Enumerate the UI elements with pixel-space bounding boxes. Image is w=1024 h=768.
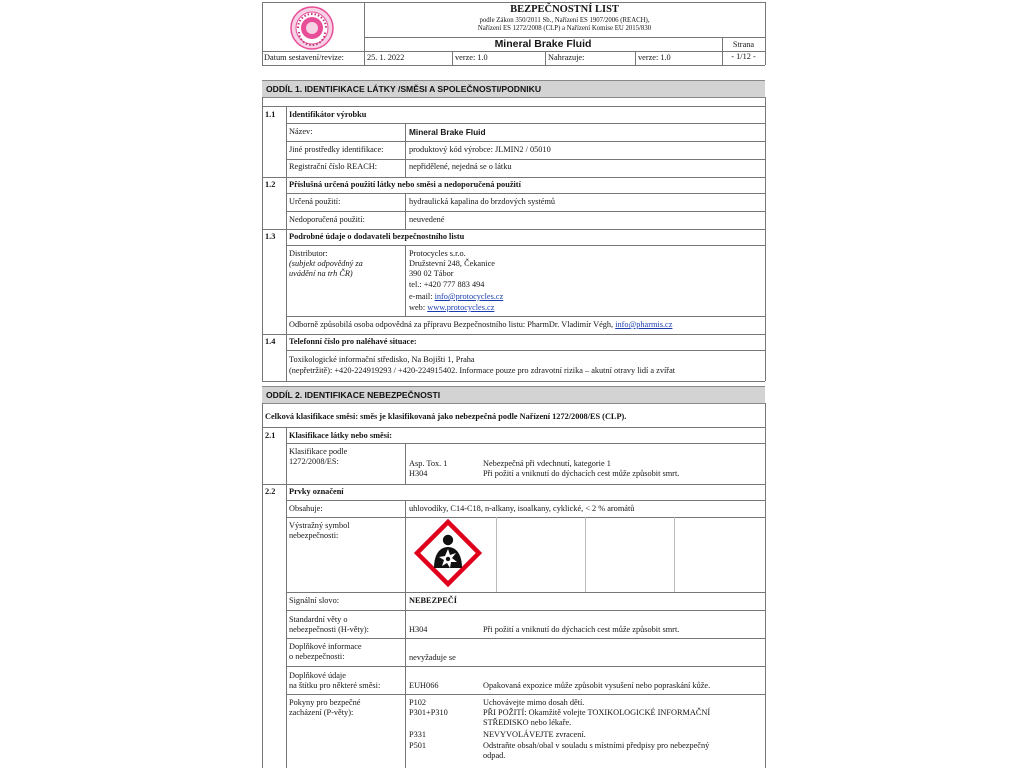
contains-label: Obsahuje: xyxy=(289,504,323,513)
p-statement-text: PŘI POŽITÍ: Okamžitě volejte TOXIKOLOGICKÉ INFORMAČNÍ xyxy=(483,708,711,717)
page-label: Strana xyxy=(732,40,755,49)
date-value: 25. 1. 2022 xyxy=(367,53,405,62)
subsection-title: Klasifikace látky nebo směsi: xyxy=(289,431,393,440)
euh-code: EUH066 xyxy=(409,681,439,690)
p-statement-code: P501 xyxy=(409,741,427,750)
subsection-title: Příslušná určená použití látky nebo směsi a nedoporučená použití xyxy=(289,180,521,189)
classification-label-2: 1272/2008/ES: xyxy=(289,457,339,466)
section-1-title: ODDÍL 1. IDENTIFIKACE LÁTKY /SMĚSI A SPOLEČNOSTI/PODNIKU xyxy=(266,84,542,94)
document-title: BEZPEČNOSTNÍ LIST xyxy=(510,4,619,15)
subsection-title: Podrobné údaje o dodavateli bezpečnostního listu xyxy=(289,232,465,241)
additional-info-label-1: Doplňkové informace xyxy=(289,642,362,651)
h-statements-label-1: Standardní věty o xyxy=(289,615,348,624)
replaces-version: verze: 1.0 xyxy=(638,53,671,62)
h-statement-code: H304 xyxy=(409,625,428,634)
email-row xyxy=(409,292,503,302)
emergency-line-2: (nepřetržitě): +420-224919293 / +420-224915402. Informace pouze pro zdravotní rizika – akutní otravy lidí a zvířat xyxy=(289,366,676,375)
expert-email-link[interactable]: info@pharmis.cz xyxy=(615,320,673,329)
symbol-label-2: nebezpečnosti: xyxy=(289,531,339,540)
web-label: web: xyxy=(409,303,426,312)
reach-value: nepřidělené, nejedná se o látku xyxy=(409,162,512,171)
subsection-number: 1.2 xyxy=(265,180,276,189)
classification-label-1: Klasifikace podle xyxy=(289,447,348,456)
signal-word-value: NEBEZPEČÍ xyxy=(409,596,457,605)
page-number: - 1/12 - xyxy=(731,52,756,61)
section-1-header xyxy=(262,80,765,98)
label-info-label-2: na štítku pro některé směsi: xyxy=(289,681,381,690)
subsection-number: 2.2 xyxy=(265,487,276,496)
other-id-label: Jiné prostředky identifikace: xyxy=(289,145,384,154)
reach-label: Registrační číslo REACH: xyxy=(289,162,378,171)
p-statement-text: Uchovávejte mimo dosah dětí. xyxy=(483,698,585,707)
p-statement-text-cont: STŘEDISKO nebo lékaře. xyxy=(483,718,572,727)
email-label: e-mail: xyxy=(409,292,433,301)
use-value: hydraulická kapalina do brzdových systémů xyxy=(409,197,556,206)
company-name: Protocycles s.r.o. xyxy=(409,249,466,258)
signal-word-label: Signální slovo: xyxy=(289,596,340,605)
email-link[interactable]: info@protocycles.cz xyxy=(434,292,504,301)
other-id-value: produktový kód výrobce: JLMIN2 / 05010 xyxy=(409,145,551,154)
additional-info-label-2: o nebezpečnosti: xyxy=(289,652,345,661)
subsection-number: 1.3 xyxy=(265,232,276,241)
version-value: verze: 1.0 xyxy=(455,53,488,62)
p-statement-text: Odstraňte obsah/obal v souladu s místními předpisy pro nebezpečný xyxy=(483,741,710,750)
classification-code-2: H304 xyxy=(409,469,428,478)
distributor-note-2: uvádění na trh ČR) xyxy=(289,269,353,278)
company-phone: tel.: +420 777 883 494 xyxy=(409,280,485,289)
distributor-note-1: (subjekt odpovědný za xyxy=(289,259,363,268)
product-name-heading: Mineral Brake Fluid xyxy=(494,38,592,50)
date-label: Datum sestavení/revize: xyxy=(264,53,344,62)
safety-data-sheet xyxy=(262,0,765,768)
subsection-title: Prvky označení xyxy=(289,487,344,496)
name-label: Název: xyxy=(289,127,313,136)
section-2-title: ODDÍL 2. IDENTIFIKACE NEBEZPEČNOSTI xyxy=(266,390,441,400)
symbol-label-1: Výstražný symbol xyxy=(289,521,350,530)
expert-row xyxy=(289,320,672,330)
subsection-title: Telefonní číslo pro naléhavé situace: xyxy=(289,337,417,346)
ghs08-health-hazard-icon xyxy=(414,519,482,587)
company-city: 390 02 Tábor xyxy=(409,269,454,278)
not-recommended-label: Nedoporučená použití: xyxy=(289,215,365,224)
p-statement-code: P102 xyxy=(409,698,427,707)
company-seal-logo xyxy=(290,6,334,50)
classification-code-1: Asp. Tox. 1 xyxy=(409,459,448,468)
distributor-label: Distributor: xyxy=(289,249,328,258)
regulation-line-2: Nařízení ES 1272/2008 (CLP) a Nařízení Komise EU 2015/830 xyxy=(477,25,652,32)
p-statement-code: P301+P310 xyxy=(409,708,448,717)
h-statements-label-2: nebezpečnosti (H-věty): xyxy=(289,625,369,634)
replaces-label: Nahrazuje: xyxy=(548,53,585,62)
regulation-line-1: podle Zákon 350/2011 Sb., Nařízení ES 1907/2006 (REACH), xyxy=(479,17,650,24)
subsection-title: Identifikátor výrobku xyxy=(289,110,367,119)
p-statement-text: NEVYVOLÁVEJTE zvracení. xyxy=(483,730,586,739)
classification-text-1: Nebezpečná při vdechnutí, kategorie 1 xyxy=(483,459,611,468)
overall-classification: Celková klasifikace směsi: směs je klasifikovaná jako nebezpečná podle Nařízení 1272/2008/ES (CLP). xyxy=(265,412,627,421)
expert-text: Odborně způsobilá osoba odpovědná za přípravu Bezpečnostního listu: PharmDr. Vladimír Végh, xyxy=(289,320,614,329)
web-link[interactable]: www.protocycles.cz xyxy=(427,303,495,312)
use-label: Určená použití: xyxy=(289,197,341,206)
contains-value: uhlovodíky, C14-C18, n-alkany, isoalkany, cyklické, < 2 % aromátů xyxy=(409,504,635,513)
name-value: Mineral Brake Fluid xyxy=(409,127,486,137)
h-statement-text: Při požití a vniknutí do dýchacích cest může způsobit smrt. xyxy=(483,625,680,634)
euh-text: Opakovaná expozice může způsobit vysušení nebo popraskání kůže. xyxy=(483,681,711,690)
section-2-header xyxy=(262,386,765,404)
emergency-line-1: Toxikologické informační středisko, Na Bojišti 1, Praha xyxy=(289,355,475,364)
p-statement-code: P331 xyxy=(409,730,427,739)
p-statement-text-cont: odpad. xyxy=(483,751,506,760)
classification-text-2: Při požití a vniknutí do dýchacích cest může způsobit smrt. xyxy=(483,469,680,478)
p-statements-label-2: zacházení (P-věty): xyxy=(289,708,354,717)
web-row xyxy=(409,303,494,313)
not-recommended-value: neuvedené xyxy=(409,215,445,224)
company-street: Družstevní 248, Čekanice xyxy=(409,259,495,268)
subsection-number: 1.4 xyxy=(265,337,276,346)
label-info-label-1: Doplňkové údaje xyxy=(289,671,346,680)
subsection-number: 1.1 xyxy=(265,110,276,119)
additional-info-value: nevyžaduje se xyxy=(409,653,456,662)
subsection-number: 2.1 xyxy=(265,431,276,440)
p-statements-label-1: Pokyny pro bezpečné xyxy=(289,698,361,707)
